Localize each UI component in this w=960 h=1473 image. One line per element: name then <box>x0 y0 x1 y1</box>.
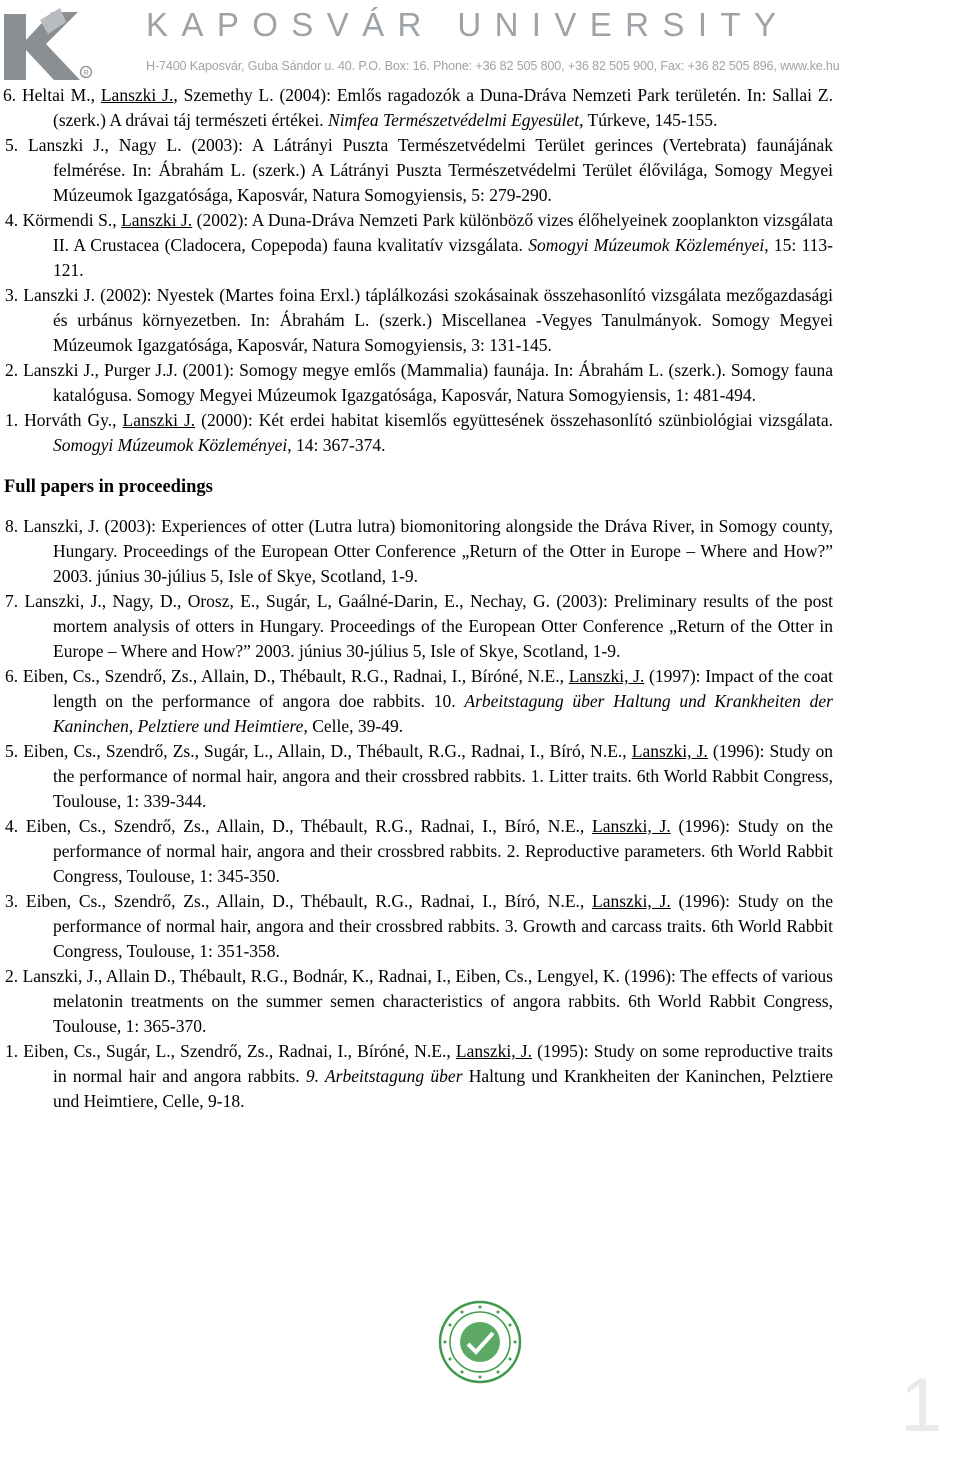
reference-entry: 6. Eiben, Cs., Szendrő, Zs., Allain, D., Thébault, R.G., Radnai, I., Bíróné, N.E., Lanszki, J. (1997): Impact of the coat length on the performance of angora doe rabbits. 10. Arbeitstagung über Haltung und Krankheiten der Kaninchen, Pelztiere und Heimtiere, Celle, 39-49. <box>5 666 833 736</box>
reference-entry: 2. Lanszki J., Purger J.J. (2001): Somogy megye emlős (Mammalia) faunája. In: Ábrahám L. (szerk.). Somogy fauna katalógusa. Somogy Megyei Múzeumok Igazgatósága, Kaposvár, Natura Somogyiensis, 1: 481-494. <box>5 360 833 405</box>
reference-entry: 7. Lanszki, J., Nagy, D., Orosz, E., Sugár, L, Gaálné-Darin, E., Nechay, G. (2003): Preliminary results of the post mortem analysis of otters in Hungary. Proceedings of the European Otter Conference „Return of the Otter in Europe – Where and How?” 2003. június 30-július 5, Isle of Skye, Scotland, 1-9. <box>5 591 833 661</box>
section-heading: Full papers in proceedings <box>4 477 213 497</box>
page-number: 1 <box>900 1363 943 1448</box>
reference-entry: 4. Eiben, Cs., Szendrő, Zs., Allain, D., Thébault, R.G., Radnai, I., Bíró, N.E., Lanszki, J. (1996): Study on the performance of normal hair, angora and their crossbred rabbits. 2. Reproductive parameters. 6th World Rabbit Congress, Toulouse, 1: 345-350. <box>5 816 833 886</box>
document-body <box>0 83 960 1114</box>
reference-entry: 1. Horváth Gy., Lanszki J. (2000): Két erdei habitat kisemlős együttesének összehasonlító szünbiológiai vizsgálata. Somogyi Múzeumok Közleményei, 14: 367-374. <box>5 410 833 455</box>
reference-entry: 3. Lanszki J. (2002): Nyestek (Martes foina Erxl.) táplálkozási szokásainak összehasonlító vizsgálata mezőgazdasági és urbánus környezetben. In: Ábrahám L. (szerk.) Miscellanea -Vegyes Tanulmányok. Somogy Megyei Múzeumok Igazgatósága, Kaposvár, Natura Somogyiensis, 3: 131-145. <box>5 285 833 355</box>
reference-entry: 3. Eiben, Cs., Szendrő, Zs., Allain, D., Thébault, R.G., Radnai, I., Bíró, N.E., Lanszki, J. (1996): Study on the performance of normal hair, angora and their crossbred rabbits. 3. Growth and carcass traits. 6th World Rabbit Congress, Toulouse, 1: 351-358. <box>5 891 833 961</box>
page-header <box>0 0 960 84</box>
reference-entry: 2. Lanszki, J., Allain D., Thébault, R.G., Bodnár, K., Radnai, I., Eiben, Cs., Lengyel, K. (1996): The effects of various melatonin treatments on the summer semen characteristics of angora rabbits. 6th World Rabbit Congress, Toulouse, 1: 365-370. <box>5 966 833 1036</box>
certification-seal-icon <box>438 1300 522 1384</box>
reference-entry: 5. Lanszki J., Nagy L. (2003): A Látrányi Puszta Természetvédelmi Terület gerinces (Vertebrata) faunájának felmérése. In: Ábrahám L. (szerk.) A Látrányi Puszta Természetvédelmi Terület élővilága, Somogy Megyei Múzeumok Igazgatósága, Kaposvár, Natura Somogyiensis, 5: 279-290. <box>5 135 833 205</box>
university-name: KAPOSVÁR UNIVERSITY <box>146 6 790 43</box>
reference-entry: 4. Körmendi S., Lanszki J. (2002): A Duna-Dráva Nemzeti Park különböző vizes élőhelyeinek zooplankton vizsgálata II. A Crustacea (Cladocera, Copepoda) fauna kvalitatív vizsgálata. Somogyi Múzeumok Közleményei, 15: 113-121. <box>5 210 833 280</box>
university-address: H-7400 Kaposvár, Guba Sándor u. 40. P.O. Box: 16. Phone: +36 82 505 800, +36 82 505 900, Fax: +36 82 505 896, www.ke.hu <box>146 59 840 73</box>
reference-entry: 6. Heltai M., Lanszki J., Szemethy L. (2004): Emlős ragadozók a Duna-Dráva Nemzeti Park területén. In: Sallai Z. (szerk.) A drávai táj természeti értékei. Nimfea Természetvédelmi Egyesület, Túrkeve, 145-155. <box>3 85 833 130</box>
university-logo-icon <box>0 0 104 84</box>
reference-entry: 5. Eiben, Cs., Szendrő, Zs., Sugár, L., Allain, D., Thébault, R.G., Radnai, I., Bíró, N.E., Lanszki, J. (1996): Study on the performance of normal hair, angora and their crossbred rabbits. 1. Litter traits. 6th World Rabbit Congress, Toulouse, 1: 339-344. <box>5 741 833 811</box>
reference-entry: 1. Eiben, Cs., Sugár, L., Szendrő, Zs., Radnai, I., Bíróné, N.E., Lanszki, J. (1995): Study on some reproductive traits in normal hair and angora rabbits. 9. Arbeitstagung über Haltung und Krankheiten der Kaninchen, Pelztiere und Heimtiere, Celle, 9-18. <box>5 1041 833 1111</box>
reference-entry: 8. Lanszki, J. (2003): Experiences of otter (Lutra lutra) biomonitoring alongside the Dráva River, in Somogy county, Hungary. Proceedings of the European Otter Conference „Return of the Otter in Europe – Where and How?” 2003. június 30-július 5, Isle of Skye, Scotland, 1-9. <box>5 516 833 586</box>
svg-text:R: R <box>83 68 89 77</box>
